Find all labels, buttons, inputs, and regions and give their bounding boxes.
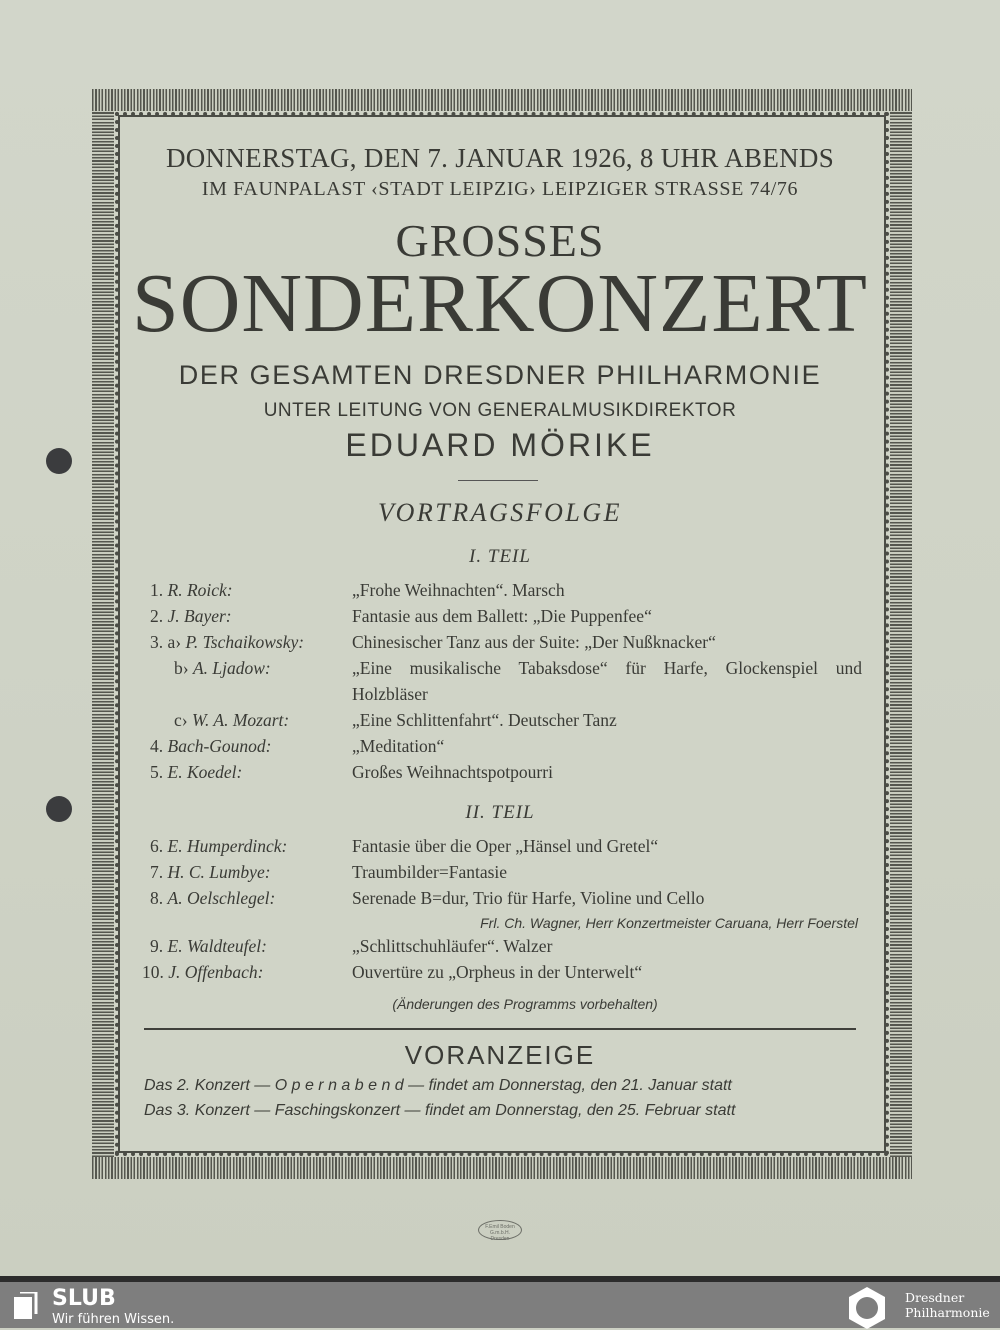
work-title: Serenade B=dur, Trio für Harfe, Violine und Cello	[352, 888, 705, 908]
work-title: Chinesischer Tanz aus der Suite: „Der Nußknacker“	[352, 632, 716, 652]
work-title: Großes Weihnachtspotpourri	[352, 762, 553, 782]
printer-stamp	[478, 1220, 522, 1240]
composer: P. Tschaikowsky:	[185, 632, 305, 652]
composer: E. Waldteufel:	[167, 936, 267, 956]
program-item	[142, 936, 862, 962]
slub-logo-icon[interactable]	[14, 1292, 40, 1320]
program-item	[142, 836, 862, 862]
conductor-intro: UNTER LEITUNG VON GENERALMUSIKDIREKTOR	[263, 400, 737, 421]
stamp-line: F.Emil Boden	[485, 1224, 515, 1230]
slub-brand[interactable]: SLUB	[52, 1286, 116, 1311]
punch-hole	[46, 448, 72, 474]
program-item	[142, 862, 862, 888]
venue-line: IM FAUNPALAST ‹STADT LEIPZIG› LEIPZIGER STRASSE 74/76	[201, 178, 799, 200]
program-item	[142, 606, 862, 632]
composer: J. Offenbach:	[168, 962, 264, 982]
program-item	[142, 888, 862, 938]
item-number: 1.	[150, 580, 164, 600]
item-number: 10.	[142, 962, 164, 982]
composer: E. Humperdinck:	[167, 836, 288, 856]
composer: R. Roick:	[167, 580, 233, 600]
title-pre: GROSSES	[395, 215, 605, 266]
work-title: „Eine Schlittenfahrt“. Deutscher Tanz	[352, 710, 617, 730]
item-number: 7.	[150, 862, 164, 882]
dresdner-philharmonie-logo-icon[interactable]	[845, 1286, 889, 1330]
item-number: 4.	[150, 736, 164, 756]
program-item	[142, 962, 862, 988]
hatched-border-left	[92, 111, 114, 1157]
divider	[458, 480, 538, 481]
work-title: Traumbilder=Fantasie	[352, 862, 508, 882]
work-title: „Eine musikalische Tabaksdose“ für Harfe, Glockenspiel und	[352, 658, 862, 678]
footer-bar	[0, 1276, 1000, 1328]
dresdner-philharmonie-brand[interactable]	[905, 1290, 990, 1320]
stamp-line: Dresden	[490, 1236, 510, 1242]
composer: A. Ljadow:	[192, 658, 271, 678]
item-number: 5.	[150, 762, 164, 782]
composer: A. Oelschlegel:	[167, 888, 276, 908]
punch-hole	[46, 796, 72, 822]
composer: W. A. Mozart:	[191, 710, 290, 730]
composer: J. Bayer:	[167, 606, 232, 626]
section-divider	[144, 1028, 856, 1030]
slub-tagline: Wir führen Wissen.	[52, 1312, 175, 1327]
item-number: 8.	[150, 888, 164, 908]
program-item	[142, 736, 862, 762]
composer: Bach-Gounod:	[167, 736, 272, 756]
item-number: b›	[174, 658, 189, 678]
brand-line: Dresdner	[905, 1290, 965, 1305]
work-title-continued: Holzbläser	[352, 684, 428, 704]
item-number: 2.	[150, 606, 164, 626]
announcement-line: Das 2. Konzert — O p e r n a b e n d — findet am Donnerstag, den 21. Januar statt	[144, 1077, 732, 1094]
work-title: „Frohe Weihnachten“. Marsch	[352, 580, 565, 600]
stamp-line: G.m.b.H.	[489, 1230, 510, 1236]
program-item	[142, 762, 862, 788]
brand-line: Philharmonie	[905, 1305, 990, 1320]
conductor-name: EDUARD MÖRIKE	[345, 427, 655, 463]
program-item	[142, 632, 862, 658]
orchestra-line: DER GESAMTEN DRESDNER PHILHARMONIE	[178, 360, 822, 390]
composer: H. C. Lumbye:	[167, 862, 271, 882]
item-number: 9.	[150, 936, 164, 956]
item-number: 6.	[150, 836, 164, 856]
announcement-line: Das 3. Konzert — Faschingskonzert — findet am Donnerstag, den 25. Februar statt	[144, 1102, 736, 1119]
part-1-label: I. TEIL	[469, 546, 531, 567]
work-title: Fantasie über die Oper „Hänsel und Gretel“	[352, 836, 659, 856]
program-item	[142, 580, 862, 606]
announcement-heading: VORANZEIGE	[404, 1040, 596, 1070]
part-2-label: II. TEIL	[465, 802, 535, 823]
work-title: „Schlittschuhläufer“. Walzer	[352, 936, 553, 956]
work-title: „Meditation“	[352, 736, 445, 756]
program-note: (Änderungen des Programms vorbehalten)	[392, 996, 658, 1012]
item-number: 3. a›	[150, 632, 182, 652]
composer: E. Koedel:	[167, 762, 243, 782]
work-title: Fantasie aus dem Ballett: „Die Puppenfee“	[352, 606, 652, 626]
work-title: Ouvertüre zu „Orpheus in der Unterwelt“	[352, 962, 643, 982]
page-title: SONDERKONZERT	[132, 257, 868, 350]
date-line: DONNERSTAG, DEN 7. JANUAR 1926, 8 UHR ABENDS	[165, 143, 835, 173]
performers: Frl. Ch. Wagner, Herr Konzertmeister Caruana, Herr Foerstel	[480, 915, 858, 931]
item-number: c›	[174, 710, 188, 730]
program-item	[142, 658, 862, 710]
program-heading: VORTRAGSFOLGE	[377, 498, 623, 527]
program-item	[142, 710, 862, 736]
